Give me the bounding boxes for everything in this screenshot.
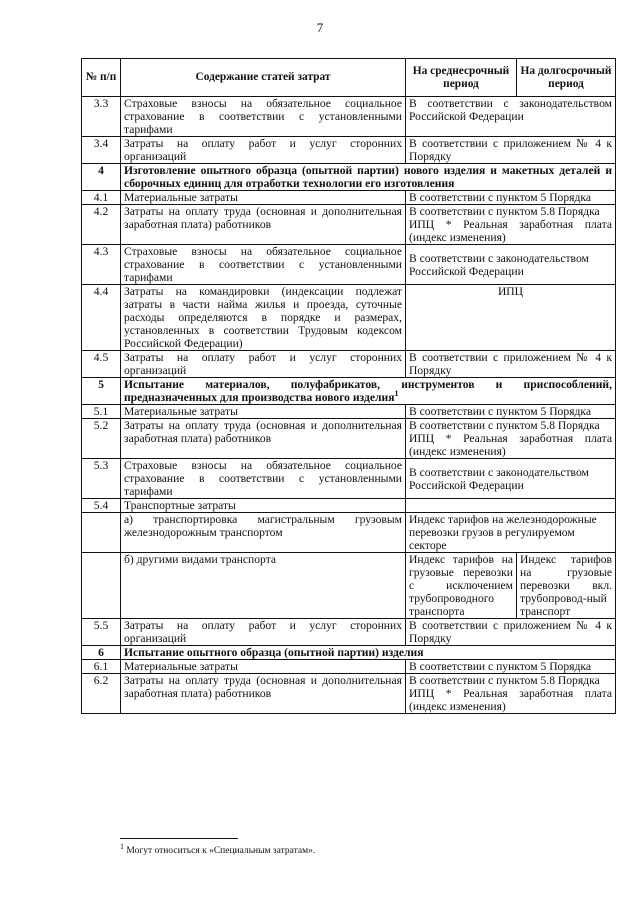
row-num: 4.5	[82, 351, 121, 378]
header-long-term: На долгосрочный период	[517, 59, 616, 97]
row-num: 5.1	[82, 405, 121, 419]
header-num: № п/п	[82, 59, 121, 97]
row-num: 5.4	[82, 499, 121, 513]
table-row	[82, 405, 616, 419]
table-row	[82, 351, 616, 378]
row-basis	[406, 674, 616, 714]
footnote-ref: 1	[394, 389, 399, 399]
section-title-text: Испытание материалов, полуфабрикатов, инструментов и приспособлений, предназначенных для производства нового изделия	[124, 378, 612, 404]
table-row	[82, 553, 616, 619]
row-basis: В соответствии с приложением № 4 к Порядку	[406, 619, 616, 646]
row-text: Затраты на оплату труда (основная и дополнительная заработная плата) работников	[121, 205, 406, 245]
row-text: а) транспортировка магистральным грузовым железнодорожным транспортом	[121, 513, 406, 553]
row-num-empty	[82, 513, 121, 553]
section-num: 5	[82, 378, 121, 405]
row-num: 5.2	[82, 419, 121, 459]
section-row	[82, 646, 616, 660]
row-basis: Индекс тарифов на железнодорожные перевозки грузов в регулируемом секторе	[406, 513, 616, 553]
basis-line: В соответствии с пунктом 5.8 Порядка	[409, 205, 600, 218]
page-number: 7	[316, 20, 324, 35]
row-text: Затраты на командировки (индексации подлежат затраты в части найма жилья и проезда, суточные расходы определяются в порядке и размерах, установленных в соответствии Трудовым кодексом Российской Федерации)	[121, 285, 406, 351]
table-row	[82, 619, 616, 646]
section-title: Изготовление опытного образца (опытной партии) нового изделия и макетных деталей и сборочных единиц для отработки технологии его изготовления	[121, 164, 616, 191]
section-num: 4	[82, 164, 121, 191]
basis-line: ИПЦ * Реальная заработная плата (индекс изменения)	[409, 218, 612, 244]
basis-line: В соответствии с пунктом 5.8 Порядка	[409, 674, 600, 687]
section-num: 6	[82, 646, 121, 660]
row-basis	[406, 205, 616, 245]
row-num: 3.3	[82, 97, 121, 137]
row-basis: В соответствии с законодательством Российской Федерации	[406, 97, 616, 137]
row-text: Транспортные затраты	[121, 499, 406, 513]
table-row	[82, 137, 616, 164]
row-text: Затраты на оплату труда (основная и дополнительная заработная плата) работников	[121, 674, 406, 714]
table-header-row	[82, 59, 616, 97]
row-num: 4.2	[82, 205, 121, 245]
row-basis: В соответствии с пунктом 5 Порядка	[406, 191, 616, 205]
cost-items-table	[81, 58, 616, 714]
section-title	[121, 378, 616, 405]
basis-line: ИПЦ * Реальная заработная плата (индекс изменения)	[409, 687, 612, 713]
row-num: 5.3	[82, 459, 121, 499]
row-basis-mid: Индекс тарифов на грузовые перевозки с исключением трубопроводного транспорта	[406, 553, 517, 619]
footnote-divider	[120, 838, 238, 839]
table-row	[82, 205, 616, 245]
table-row	[82, 513, 616, 553]
row-text: Затраты на оплату труда (основная и дополнительная заработная плата) работников	[121, 419, 406, 459]
row-basis: В соответствии с приложением № 4 к Порядку	[406, 351, 616, 378]
table-row	[82, 660, 616, 674]
row-text: Страховые взносы на обязательное социальное страхование в соответствии с установленными тарифами	[121, 97, 406, 137]
row-text: Затраты на оплату работ и услуг сторонних организаций	[121, 137, 406, 164]
row-text: Страховые взносы на обязательное социальное страхование в соответствии с установленными тарифами	[121, 245, 406, 285]
footnote-mark: 1	[120, 841, 124, 851]
row-text: Затраты на оплату работ и услуг сторонних организаций	[121, 351, 406, 378]
row-basis: В соответствии с приложением № 4 к Порядку	[406, 137, 616, 164]
row-text: Материальные затраты	[121, 660, 406, 674]
row-num: 4.3	[82, 245, 121, 285]
row-text: Материальные затраты	[121, 405, 406, 419]
table-row	[82, 191, 616, 205]
row-num: 6.2	[82, 674, 121, 714]
basis-line: ИПЦ * Реальная заработная плата (индекс изменения)	[409, 432, 612, 458]
table-row	[82, 419, 616, 459]
row-basis: ИПЦ	[406, 285, 616, 351]
table-row	[82, 459, 616, 499]
row-basis-long: Индекс тарифов на грузовые перевозки вкл. трубопровод-ный транспорт	[517, 553, 616, 619]
row-basis: В соответствии с пунктом 5 Порядка	[406, 660, 616, 674]
row-basis	[406, 419, 616, 459]
row-num-empty	[82, 553, 121, 619]
section-title: Испытание опытного образца (опытной партии) изделия	[121, 646, 616, 660]
row-num: 3.4	[82, 137, 121, 164]
row-basis: В соответствии с законодательством Российской Федерации	[406, 459, 616, 499]
table-row	[82, 674, 616, 714]
row-text: Страховые взносы на обязательное социальное страхование в соответствии с установленными тарифами	[121, 459, 406, 499]
header-mid-term: На среднесрочный период	[406, 59, 517, 97]
row-text: б) другими видами транспорта	[121, 553, 406, 619]
table-row	[82, 285, 616, 351]
section-row	[82, 164, 616, 191]
row-text: Затраты на оплату работ и услуг сторонних организаций	[121, 619, 406, 646]
table-row	[82, 245, 616, 285]
footnote	[120, 841, 316, 856]
basis-line: В соответствии с пунктом 5.8 Порядка	[409, 419, 600, 432]
row-num: 4.1	[82, 191, 121, 205]
row-basis: В соответствии с пунктом 5 Порядка	[406, 405, 616, 419]
header-content: Содержание статей затрат	[121, 59, 406, 97]
row-text: Материальные затраты	[121, 191, 406, 205]
row-basis-empty	[406, 499, 616, 513]
footnote-text: Могут относиться к «Специальным затратам».	[126, 846, 316, 856]
row-num: 5.5	[82, 619, 121, 646]
section-row	[82, 378, 616, 405]
table-row	[82, 97, 616, 137]
table-row	[82, 499, 616, 513]
row-basis: В соответствии с законодательством Российской Федерации	[406, 245, 616, 285]
row-num: 4.4	[82, 285, 121, 351]
row-num: 6.1	[82, 660, 121, 674]
